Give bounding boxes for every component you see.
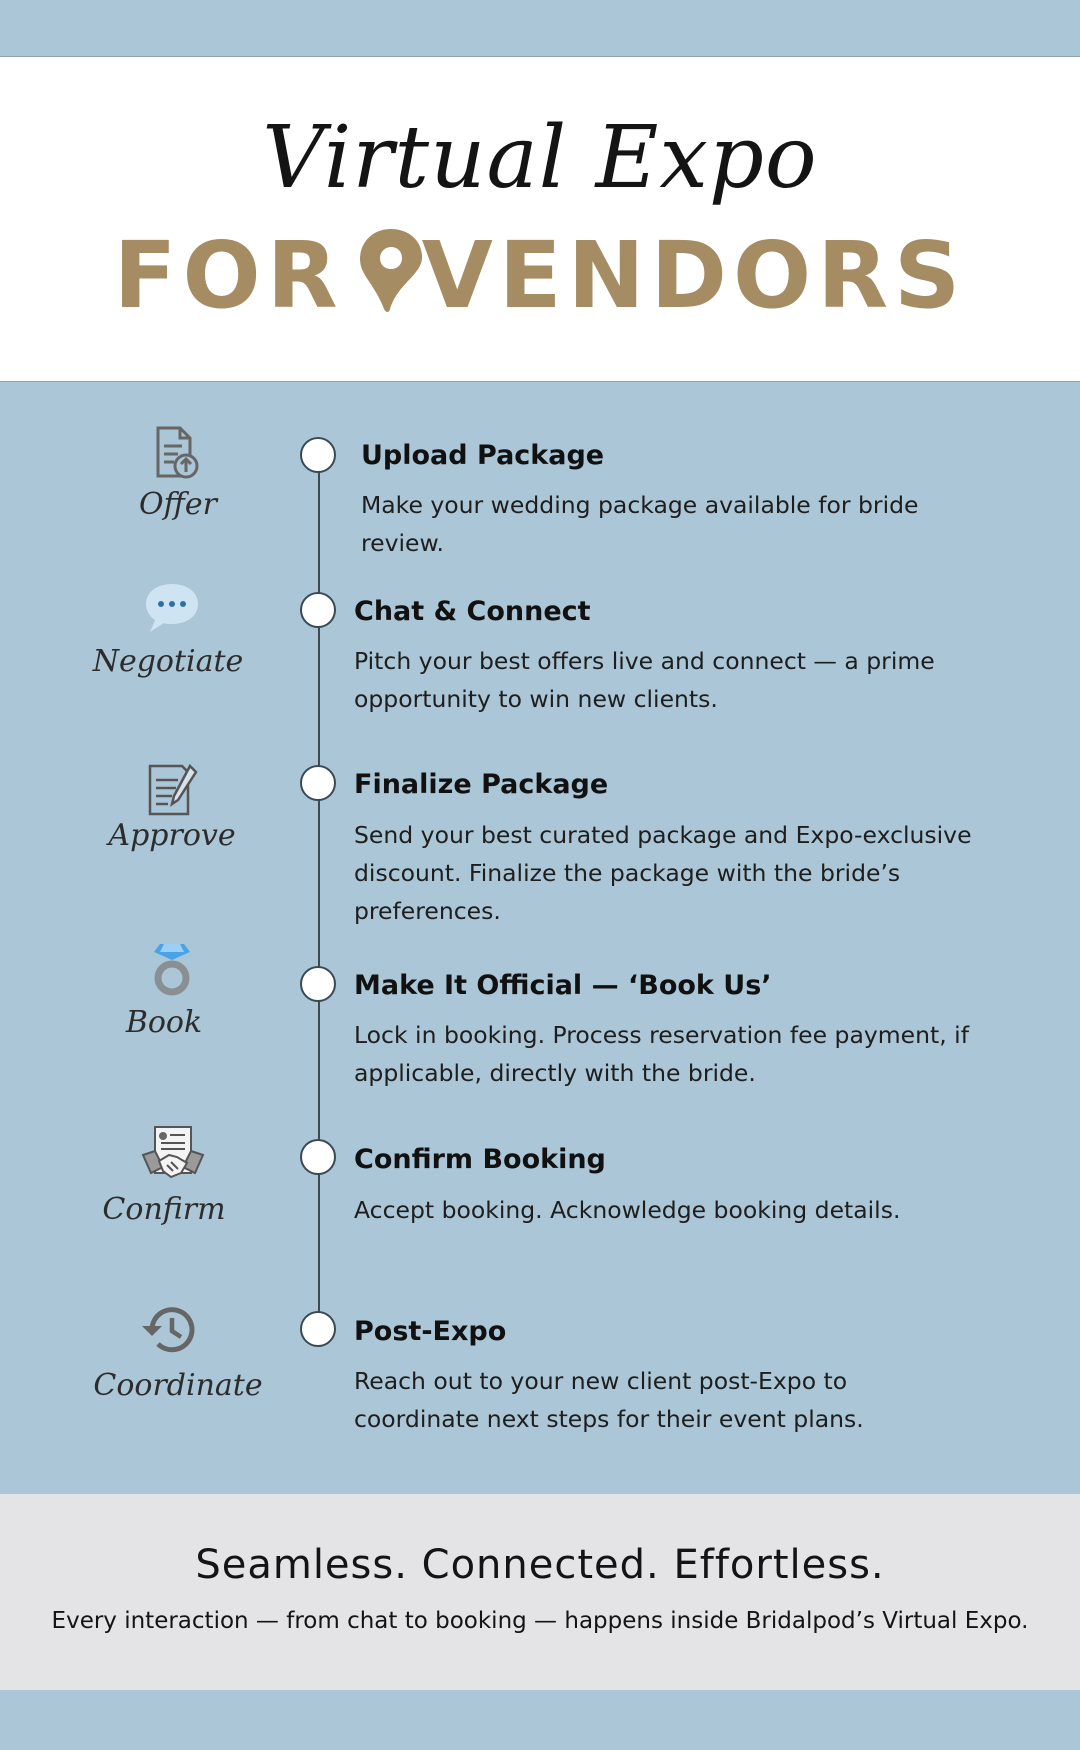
timeline-line xyxy=(318,456,320,1328)
footer-tagline: Seamless. Connected. Effortless. xyxy=(195,1542,885,1588)
timeline-dot xyxy=(300,765,336,801)
step-label: Offer xyxy=(139,487,217,522)
step-label: Coordinate xyxy=(93,1368,263,1403)
timeline-dot xyxy=(300,966,336,1002)
top-band xyxy=(0,0,1080,56)
step-label: Approve xyxy=(108,818,236,853)
step-description: Pitch your best offers live and connect — a prime opportunity to win new clients. xyxy=(354,647,935,713)
step-description: Make your wedding package available for bride review. xyxy=(361,491,919,557)
title-word-vendors: VENDORS xyxy=(421,222,967,329)
timeline-dot xyxy=(300,437,336,473)
step-description: Send your best curated package and Expo-exclusive discount. Finalize the package with the bride’s preferences. xyxy=(354,821,972,925)
step-title: Upload Package xyxy=(361,440,605,471)
footer-subtitle: Every interaction — from chat to booking — happens inside Bridalpod’s Virtual Expo. xyxy=(51,1608,1029,1634)
title-line-2 xyxy=(0,222,1080,329)
diamond-ring-icon xyxy=(142,940,202,1000)
document-upload-icon xyxy=(148,424,208,484)
timeline-dot xyxy=(300,1311,336,1347)
step-title: Post-Expo xyxy=(354,1316,507,1347)
step-description: Accept booking. Acknowledge booking details. xyxy=(354,1196,901,1224)
header xyxy=(0,56,1080,382)
step-title: Confirm Booking xyxy=(354,1144,606,1175)
step-title: Make It Official — ‘Book Us’ xyxy=(354,970,772,1001)
timeline-dot xyxy=(300,592,336,628)
step-label: Book xyxy=(125,1005,203,1040)
title-word-for: FOR xyxy=(113,222,344,329)
footer xyxy=(0,1494,1080,1690)
document-pen-icon xyxy=(144,760,204,820)
pin-shape xyxy=(360,229,422,312)
step-description: Reach out to your new client post-Expo to coordinate next steps for their event plans. xyxy=(354,1367,864,1433)
contract-handshake-icon xyxy=(140,1125,206,1189)
step-title: Finalize Package xyxy=(354,769,609,800)
step-label: Confirm xyxy=(102,1192,226,1227)
title-line-1: Virtual Expo xyxy=(262,108,818,208)
timeline-dot xyxy=(300,1139,336,1175)
step-title: Chat & Connect xyxy=(354,596,591,627)
location-pin-icon xyxy=(354,225,428,313)
step-label: Negotiate xyxy=(92,644,244,679)
chat-bubble-icon xyxy=(142,578,202,638)
step-description: Lock in booking. Process reservation fee payment, if applicable, directly with the bride. xyxy=(354,1021,969,1087)
history-clock-icon xyxy=(140,1300,200,1360)
